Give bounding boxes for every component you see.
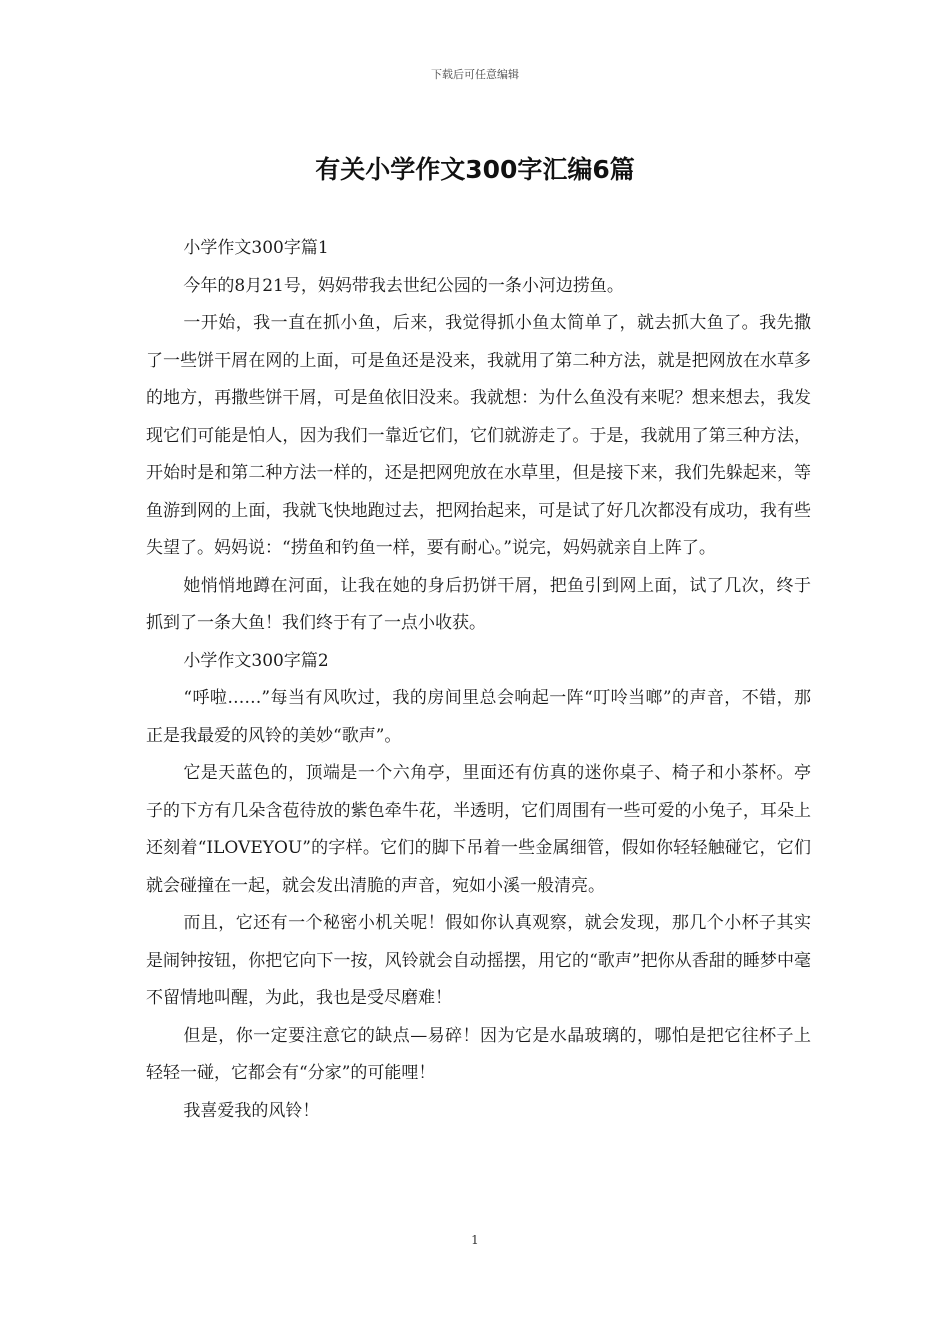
header-note: 下载后可任意编辑 <box>431 68 519 81</box>
document-title: 有关小学作文300字汇编6篇 <box>315 155 635 184</box>
paragraph: 它是天蓝色的，顶端是一个六角亭，里面还有仿真的迷你桌子、椅子和小茶杯。亭子的下方有几朵含苞待放的紫色牵牛花，半透明，它们周围有一些可爱的小兔子，耳朵上还刻着“ILOVEYOU”的字样。它们的脚下吊着一些金属细管，假如你轻轻触碰它，它们就会碰撞在一起，就会发出清脆的声音，宛如小溪一般清亮。 <box>146 763 811 896</box>
paragraph: 我喜爱我的风铃！ <box>183 1100 320 1121</box>
paragraph: 今年的8月21号，妈妈带我去世纪公园的一条小河边捞鱼。 <box>183 275 624 296</box>
section-heading-2: 小学作文300字篇2 <box>183 650 329 671</box>
paragraph: 但是，你一定要注意它的缺点—易碎！因为它是水晶玻璃的，哪怕是把它往杯子上轻轻一碰，它都会有“分家”的可能哩！ <box>146 1025 811 1083</box>
paragraph: 一开始，我一直在抓小鱼，后来，我觉得抓小鱼太简单了，就去抓大鱼了。我先撒了一些饼干屑在网的上面，可是鱼还是没来，我就用了第二种方法，就是把网放在水草多的地方，再撒些饼干屑，可是鱼依旧没来。我就想：为什么鱼没有来呢？想来想去，我发现它们可能是怕人，因为我们一靠近它们，它们就游走了。于是，我就用了第三种方法，开始时是和第二种方法一样的，还是把网兜放在水草里，但是接下来，我们先躲起来，等鱼游到网的上面，我就飞快地跑过去，把网抬起来，可是试了好几次都没有成功，我有些失望了。妈妈说：“捞鱼和钓鱼一样，要有耐心。”说完，妈妈就亲自上阵了。 <box>146 313 811 558</box>
section-heading-1: 小学作文300字篇1 <box>183 238 329 258</box>
paragraph: 她悄悄地蹲在河面，让我在她的身后扔饼干屑，把鱼引到网上面，试了几次，终于抓到了一条大鱼！我们终于有了一点小收获。 <box>146 575 811 633</box>
paragraph: 而且，它还有一个秘密小机关呢！假如你认真观察，就会发现，那几个小杯子其实是闹钟按钮，你把它向下一按，风铃就会自动摇摆，用它的“歌声”把你从香甜的睡梦中毫不留情地叫醒，为此，我也是受尽磨难！ <box>146 913 811 1008</box>
paragraph: “呼啦……”每当有风吹过，我的房间里总会响起一阵“叮呤当啷”的声音，不错，那正是我最爱的风铃的美妙“歌声”。 <box>146 688 811 746</box>
document-body <box>146 230 811 1130</box>
page-number: 1 <box>471 1233 479 1247</box>
